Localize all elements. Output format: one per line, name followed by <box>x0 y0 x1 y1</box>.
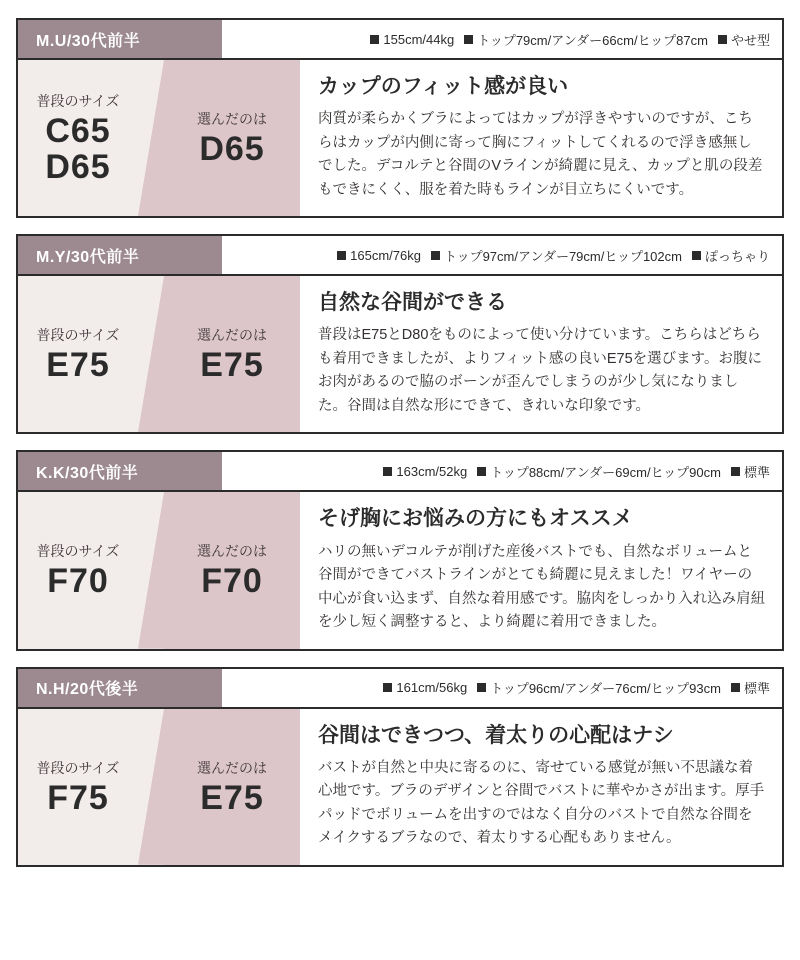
review-text-block <box>300 709 782 865</box>
usual-size-value: C65 D65 <box>45 112 111 187</box>
spec-item <box>383 464 467 479</box>
square-bullet-icon <box>464 35 473 44</box>
spec-item <box>337 248 421 263</box>
review-card-header <box>18 452 782 492</box>
square-bullet-icon <box>383 467 392 476</box>
spec-item <box>431 246 682 265</box>
chosen-size-block <box>164 60 300 216</box>
review-text-block <box>300 60 782 216</box>
spec-item <box>731 678 770 697</box>
chosen-size-value: E75 <box>200 346 264 385</box>
usual-size-label: 普段のサイズ <box>36 93 120 110</box>
review-card-body <box>18 709 782 865</box>
reviewer-name: M.Y/30代前半 <box>18 236 222 274</box>
size-block-divider <box>138 492 164 648</box>
spec-item <box>383 680 467 695</box>
spec-item <box>718 30 770 49</box>
size-block-divider <box>138 276 164 432</box>
spec-text: トップ97cm/アンダー79cm/ヒップ102cm <box>443 248 682 264</box>
square-bullet-icon <box>477 467 486 476</box>
review-body: 肉質が柔らかくブラによってはカップが浮きやすいのですが、こちらはカップが内側に寄って胸にフィットしてくれるので浮き感無しでした。デコルテと谷間のVラインが綺麗に見え、カップと肌の段差もできにくく、服を着た時もラインが目立ちにくいです。 <box>318 111 763 198</box>
review-title: 谷間はできつつ、着太りの心配はナシ <box>318 723 674 747</box>
usual-size-block <box>18 709 138 865</box>
chosen-size-block <box>164 709 300 865</box>
square-bullet-icon <box>370 35 379 44</box>
review-card-header <box>18 20 782 60</box>
reviewer-name: N.H/20代後半 <box>18 669 222 707</box>
chosen-size-block <box>164 276 300 432</box>
spec-text: 165cm/76kg <box>350 247 421 263</box>
spec-item <box>477 462 721 481</box>
reviewer-name: M.U/30代前半 <box>18 20 222 58</box>
spec-item <box>477 678 721 697</box>
usual-size-label: 普段のサイズ <box>36 327 120 344</box>
spec-text: やせ型 <box>730 32 770 48</box>
spec-item <box>731 462 770 481</box>
review-card <box>16 450 784 650</box>
spec-item <box>692 246 770 265</box>
review-body: 普段はE75とD80をものによって使い分けています。こちらはどちらも着用できましたが、よりフィット感の良いE75を選びます。お腹にお肉があるので脇のボーンが歪んでしまうのが少し気になりました。谷間は自然な形にできて、きれいな印象です。 <box>318 327 762 414</box>
usual-size-value: F75 <box>47 778 109 817</box>
usual-size-block <box>18 60 138 216</box>
review-title: カップのフィット感が良い <box>318 75 569 98</box>
chosen-size-value: E75 <box>200 778 264 817</box>
review-card <box>16 667 784 867</box>
usual-size-label: 普段のサイズ <box>36 543 120 560</box>
usual-size-block <box>18 492 138 648</box>
spec-text: トップ88cm/アンダー69cm/ヒップ90cm <box>490 464 721 480</box>
chosen-size-value: F70 <box>201 562 263 601</box>
reviewer-specs <box>222 20 782 58</box>
review-title: そげ胸にお悩みの方にもオススメ <box>318 507 633 531</box>
review-card-body <box>18 60 782 216</box>
spec-text: 標準 <box>743 464 770 480</box>
review-card-body <box>18 492 782 648</box>
chosen-size-label: 選んだのは <box>197 327 267 344</box>
spec-text: 161cm/56kg <box>396 680 468 696</box>
review-title: 自然な谷間ができる <box>318 291 507 315</box>
square-bullet-icon <box>731 683 740 692</box>
review-card <box>16 18 784 218</box>
chosen-size-label: 選んだのは <box>197 759 267 776</box>
square-bullet-icon <box>692 251 701 260</box>
review-body: バストが自然と中央に寄るのに、寄せている感覚が無い不思議な着心地です。ブラのデザインと谷間でバストに華やかさが出ます。厚手パッドでボリュームを出すのではなく自分のバストで自然な谷間をメイクするブラなので、着太りする心配もありません。 <box>318 759 765 847</box>
square-bullet-icon <box>383 683 392 692</box>
square-bullet-icon <box>431 251 440 260</box>
square-bullet-icon <box>718 35 727 44</box>
review-body: ハリの無いデコルテが削げた産後バストでも、自然なボリュームと谷間ができてバストラインがとても綺麗に見えました！ワイヤーの中心が食い込まず、自然な着用感です。脇肉をしっかり入れ込み肩紐を少し短く調整すると、より綺麗に着用できました。 <box>318 543 766 631</box>
square-bullet-icon <box>337 251 346 260</box>
spec-text: トップ79cm/アンダー66cm/ヒップ87cm <box>477 32 708 48</box>
reviewer-name: K.K/30代前半 <box>18 452 222 490</box>
spec-item <box>464 30 708 49</box>
review-card-header <box>18 669 782 709</box>
square-bullet-icon <box>731 467 740 476</box>
spec-text: 163cm/52kg <box>396 463 468 479</box>
spec-item <box>370 32 454 47</box>
chosen-size-value: D65 <box>199 130 265 169</box>
chosen-size-block <box>164 492 300 648</box>
chosen-size-label: 選んだのは <box>197 543 267 560</box>
square-bullet-icon <box>477 683 486 692</box>
review-card-body <box>18 276 782 432</box>
spec-text: 155cm/44kg <box>383 31 455 47</box>
review-card-header <box>18 236 782 276</box>
reviewer-specs <box>222 452 782 490</box>
spec-text: トップ96cm/アンダー76cm/ヒップ93cm <box>490 681 721 697</box>
size-block-divider <box>138 709 164 865</box>
usual-size-value: E75 <box>46 346 110 385</box>
reviewer-specs <box>222 669 782 707</box>
usual-size-label: 普段のサイズ <box>36 759 120 776</box>
review-text-block <box>300 492 782 648</box>
size-block-divider <box>138 60 164 216</box>
spec-text: 標準 <box>743 681 770 697</box>
reviewer-specs <box>222 236 782 274</box>
spec-text: ぽっちゃり <box>704 248 770 264</box>
review-card <box>16 234 784 434</box>
chosen-size-label: 選んだのは <box>197 111 267 128</box>
review-text-block <box>300 276 782 432</box>
usual-size-block <box>18 276 138 432</box>
usual-size-value: F70 <box>47 562 109 601</box>
